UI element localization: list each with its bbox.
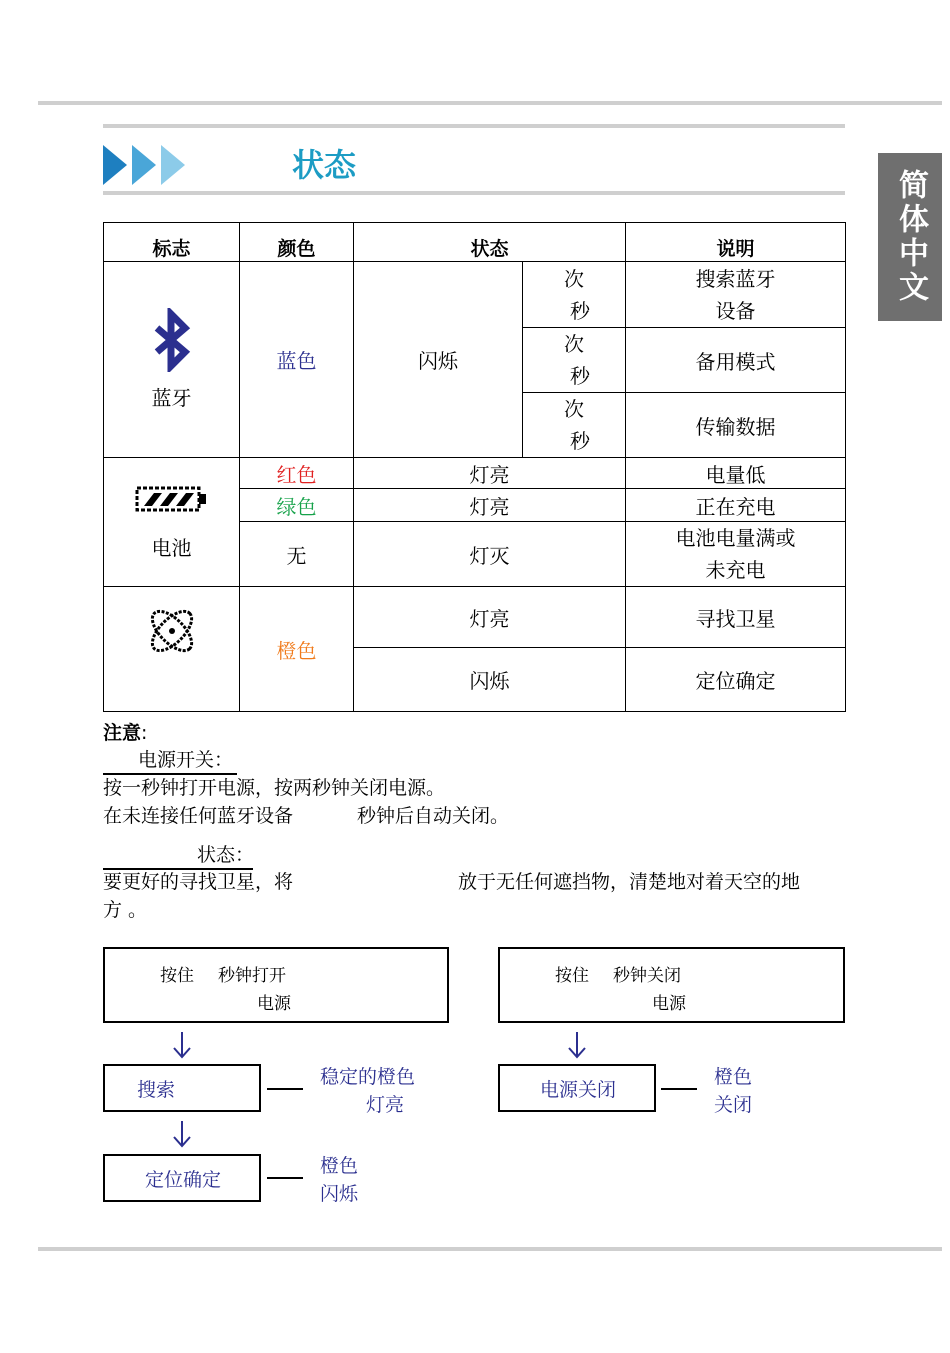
header-color: 颜色 [240,223,354,262]
power-off-line1b: 秒钟关闭 [613,966,681,986]
power-line-2a: 在未连接任何蓝牙设备 [103,805,294,827]
search-step-label: 搜索 [137,1078,176,1101]
title-rule-bottom [103,191,845,195]
bt-desc-1-line2: 设备 [715,298,756,323]
fix-step-label: 定位确定 [145,1168,222,1191]
fix-note-2: 闪烁 [320,1183,359,1205]
search-step [103,1064,261,1112]
bt-count-3-top: 次 [564,397,584,421]
power-off-step-label: 电源关闭 [540,1078,617,1101]
power-on-line2: 电源 [257,994,291,1014]
satellite-icon [144,603,200,659]
battery-desc-3-line1: 电池电量满或 [675,526,796,550]
power-off-note-1: 橙色 [714,1066,753,1088]
power-on-line1b: 秒钟打开 [218,966,286,986]
battery-desc-2: 正在充电 [626,489,846,522]
power-line-1: 按一秒钟打开电源，按两秒钟关闭电源。 [103,777,446,799]
battery-cell [104,458,240,587]
connector-line [661,1088,697,1090]
bt-count-2 [523,328,626,393]
bt-count-3-bottom: 秒 [570,429,590,453]
language-tab-label: 简体中文 [893,169,928,305]
battery-state-3: 灯灭 [354,522,626,587]
battery-label: 电池 [151,535,192,560]
battery-desc-3-line2: 未充电 [705,558,766,582]
header-state: 状态 [354,223,626,262]
battery-icon [134,484,210,514]
search-note-1: 稳定的橙色 [320,1066,416,1088]
bt-desc-1 [626,262,846,328]
notes-heading-text: 注意 [103,722,142,744]
battery-state-1: 灯亮 [354,458,626,489]
status-label: 状态： [197,844,255,866]
down-arrow-icon [172,1030,192,1060]
search-note-2: 灯亮 [366,1094,405,1116]
gps-color: 橙色 [240,587,354,712]
fix-note-1: 橙色 [320,1155,359,1177]
bt-count-1 [523,262,626,328]
table-row [104,458,846,489]
connector-line [267,1177,303,1179]
battery-desc-1: 电量低 [626,458,846,489]
power-switch-label: 电源开关： [138,749,234,771]
title-rule-top [103,124,845,128]
power-off-box [498,947,845,1023]
gps-desc-2: 定位确定 [626,648,846,712]
header-icon: 标志 [104,223,240,262]
bluetooth-state-text: 闪烁 [418,349,458,373]
bluetooth-cell [104,262,240,458]
gps-state-2: 闪烁 [354,648,626,712]
bottom-rule [38,1247,942,1251]
battery-state-2: 灯亮 [354,489,626,522]
power-off-line1a: 按住 [555,966,589,986]
power-on-box [103,947,449,1023]
status-table [103,222,846,712]
battery-color-1: 红色 [240,458,354,489]
notes-heading-colon: : [141,722,148,744]
fix-step [103,1154,261,1202]
top-rule [38,101,942,105]
gps-desc-1: 寻找卫星 [626,587,846,648]
bt-count-1-top: 次 [564,266,584,291]
battery-color-2: 绿色 [240,489,354,522]
satellite-cell [104,587,240,712]
bluetooth-state [354,262,523,458]
status-line-b: 放于无任何遮挡物，清楚地对着天空的地 [458,871,801,893]
battery-color-3: 无 [240,522,354,587]
power-off-note-2: 关闭 [714,1094,753,1116]
bt-count-2-bottom: 秒 [570,364,590,388]
power-off-line2: 电源 [652,994,686,1014]
bluetooth-color: 蓝色 [240,262,354,458]
power-line-2b: 秒钟后自动关闭。 [357,805,510,827]
down-arrow-icon [172,1119,192,1149]
bt-count-1-bottom: 秒 [570,298,590,323]
bt-count-2-top: 次 [564,332,584,356]
status-line-end: 方 。 [103,899,148,921]
bt-desc-3: 传输数据 [626,393,846,458]
status-line-a: 要更好的寻找卫星，将 [103,871,294,893]
connector-line [267,1088,303,1090]
table-header-row [104,223,846,262]
battery-desc-3 [626,522,846,587]
gps-state-1: 灯亮 [354,587,626,648]
bluetooth-label: 蓝牙 [151,386,192,410]
language-tab[interactable] [878,153,942,321]
table-row [104,262,846,328]
page-title: 状态 [292,146,357,184]
notes-heading [103,719,147,747]
bt-count-3 [523,393,626,458]
bt-desc-2: 备用模式 [626,328,846,393]
table-row [104,587,846,648]
power-on-line1a: 按住 [160,966,194,986]
header-desc: 说明 [626,223,846,262]
bt-desc-1-line1: 搜索蓝牙 [695,266,776,291]
bluetooth-icon [149,308,195,372]
power-off-step [498,1064,656,1112]
down-arrow-icon [567,1030,587,1060]
triple-arrow-icon [103,145,185,185]
